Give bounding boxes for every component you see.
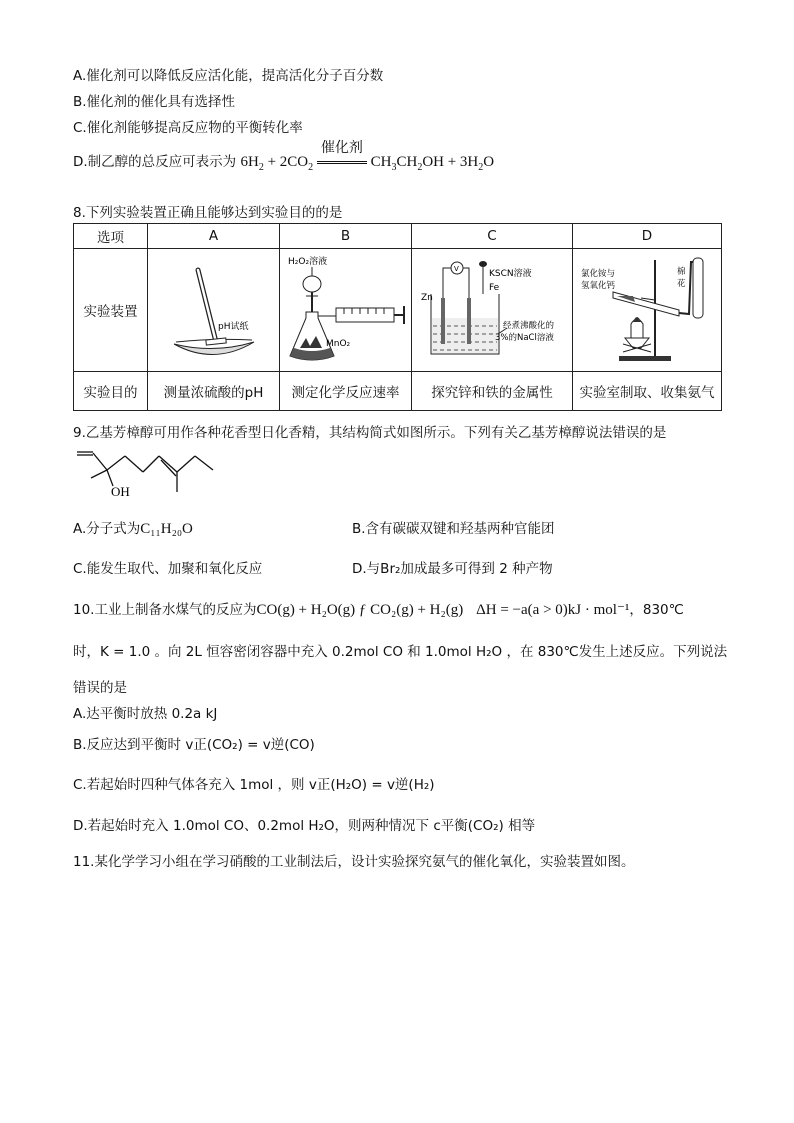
svg-text:H₂O₂溶液: H₂O₂溶液 [287,257,327,267]
purpose-d: 实验室制取、收集氨气 [573,372,722,411]
q7-option-d: D.制乙醇的总反应可表示为 $6H_2 + 2CO_2$ 催化剂 $CH_3CH_2OH + 3H_2O$ [73,140,495,173]
row-label-device: 实验装置 [74,249,148,372]
figure-c [412,249,573,372]
figure-d [573,249,722,372]
svg-text:氯化铵与: 氯化铵与 [581,269,616,279]
purpose-a: 测量浓硫酸的pH [148,372,280,411]
catalyst-arrow: 催化剂 [317,154,367,171]
svg-text:OH: OH [111,484,130,499]
svg-text:棉: 棉 [677,267,686,277]
q8-stem: 8.下列实验装置正确且能够达到实验目的的是 [73,205,343,221]
header-option: 选项 [74,224,148,249]
figure-a [148,249,280,372]
header-b: B [280,224,412,249]
svg-text:MnO₂: MnO₂ [325,339,350,349]
ethyl-linalool-structure [73,446,223,500]
svg-text:3%的NaCl溶液: 3%的NaCl溶液 [495,333,554,343]
svg-text:经煮沸酸化的: 经煮沸酸化的 [503,321,555,331]
svg-text:Fe: Fe [489,283,500,293]
q9-option-a: A.分子式为C₁₁H₂₀O [73,521,193,537]
svg-text:Zn: Zn [421,293,433,303]
q9-option-d: D.与Br₂加成最多可得到 2 种产物 [352,561,553,577]
q10-stem-line-2: 时，K = 1.0 。向 2L 恒容密闭容器中充入 0.2mol CO 和 1.0mol H₂O ，在 830℃发生上述反应。下列说法 [73,644,728,660]
q9-option-b: B.含有碳碳双键和羟基两种官能团 [352,521,555,537]
q7-option-d-prefix: D.制乙醇的总反应可表示为 [73,154,237,170]
q10-stem-line-1: 10.工业上制备水煤气的反应为CO(g) + H₂O(g) ƒ CO₂(g) + H₂(g) ΔH = −a(a > 0)kJ · mol⁻¹，830℃ [73,602,684,618]
figure-b [280,249,412,372]
q10-option-a: A.达平衡时放热 0.2a kJ [73,706,218,722]
q7-option-b: B.催化剂的催化具有选择性 [73,94,236,110]
q11-stem: 11.某化学学习小组在学习硝酸的工业制法后，设计实验探究氨气的催化氧化，实验装置如图。 [73,854,635,870]
q7-option-a: A.催化剂可以降低反应活化能，提高活化分子百分数 [73,68,384,84]
q9-stem: 9.乙基芳樟醇可用作各种花香型日化香精，其结构简式如图所示。下列有关乙基芳樟醇说法错误的是 [73,425,667,441]
q7-option-c: C.催化剂能够提高反应物的平衡转化率 [73,120,303,136]
row-label-purpose: 实验目的 [74,372,148,411]
purpose-b: 测定化学反应速率 [280,372,412,411]
q10-option-c: C.若起始时四种气体各充入 1mol ，则 v正(H₂O) = v逆(H₂) [73,777,435,793]
svg-text:V: V [454,265,459,273]
svg-text:氢氧化钙: 氢氧化钙 [581,281,616,291]
q10-stem-line-3: 错误的是 [73,680,127,696]
svg-text:花: 花 [677,279,686,289]
header-d: D [573,224,722,249]
svg-text:pH试纸: pH试纸 [217,322,248,332]
q9-option-c: C.能发生取代、加聚和氧化反应 [73,561,263,577]
header-c: C [412,224,573,249]
q10-option-b: B.反应达到平衡时 v正(CO₂) = v逆(CO) [73,737,315,753]
header-a: A [148,224,280,249]
q10-option-d: D.若起始时充入 1.0mol CO、0.2mol H₂O，则两种情况下 c平衡(CO₂) 相等 [73,818,536,834]
purpose-c: 探究锌和铁的金属性 [412,372,573,411]
q8-table [73,223,722,411]
svg-text:KSCN溶液: KSCN溶液 [489,269,532,279]
